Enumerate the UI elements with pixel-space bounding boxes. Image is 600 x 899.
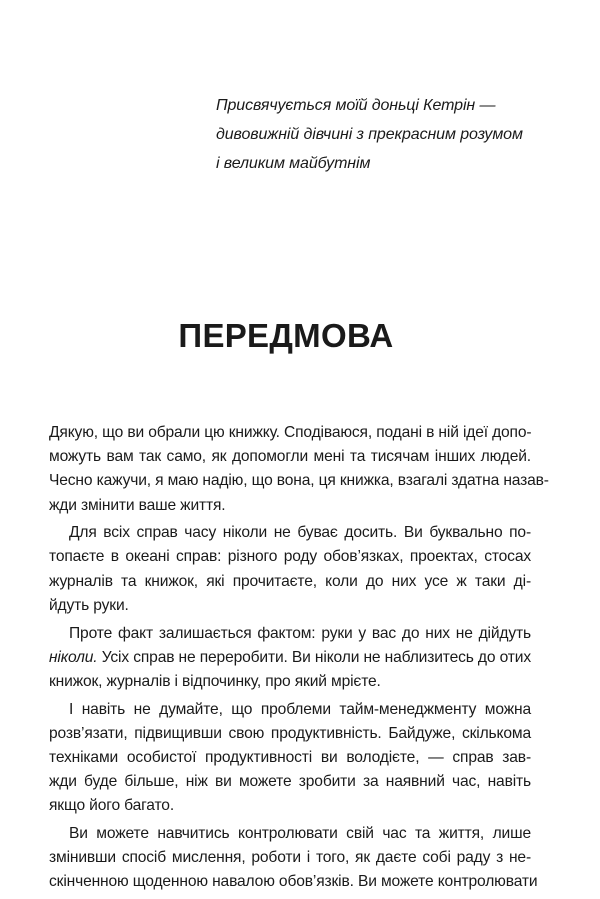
text-line: Чесно кажучи, я маю надію, що вона, ця книжка, взагалі здатна назав- — [49, 472, 549, 490]
text-line: Для всіх справ часу ніколи не буває досить. Ви буквально по- — [69, 524, 531, 542]
text-line: жди буде більше, ніж ви можете зробити за наявний час, навіть — [49, 773, 531, 791]
text-line — [49, 646, 531, 670]
text-line: змінивши спосіб мислення, роботи і того, як даєте собі раду з не- — [49, 849, 531, 867]
dedication — [216, 91, 546, 178]
text-line: книжок, журналів і відпочинку, про який мрієте. — [49, 672, 381, 690]
text-line: Дякую, що ви обрали цю книжку. Сподіваюся, подані в ній ідеї допо- — [49, 424, 532, 441]
emphasis: ніколи. — [49, 648, 98, 666]
chapter-title: ПЕРЕДМОВА — [178, 317, 394, 354]
text-line: розв’язати, підвищивши свою продуктивність. Байдуже, скількома — [49, 724, 531, 742]
text-line: якщо його багато. — [49, 797, 175, 815]
dedication-line: дивовижній дівчині з прекрасним розумом — [216, 126, 523, 143]
body-text — [49, 421, 549, 895]
text-line: топаєте в океані справ: різного роду обов’язках, проектах, стосах — [49, 548, 531, 566]
dedication-line: Присвячується моїй доньці Кетрін — — [216, 97, 496, 114]
paragraph — [49, 521, 531, 618]
paragraph — [49, 698, 531, 819]
paragraph — [49, 822, 538, 895]
text-line: можуть вам так само, як допомогли мені та тисячам інших людей. — [49, 448, 531, 466]
text-line: журналів та книжок, які прочитаєте, коли до них усе ж таки ді- — [49, 572, 531, 590]
text-line: скінченною щоденною навалою обов’язків. Ви можете контролювати — [49, 873, 538, 891]
text-line: І навіть не думайте, що проблеми тайм-менеджменту можна — [69, 700, 531, 718]
text-line: Ви можете навчитись контролювати свій час та життя, лише — [69, 825, 531, 842]
paragraph — [49, 421, 549, 518]
text-line: йдуть руки. — [49, 596, 129, 614]
text-run: Усіх справ не переробити. Ви ніколи не наблизитесь до отих — [97, 648, 531, 666]
text-line: жди змінити ваше життя. — [49, 496, 226, 514]
text-line: техніками особистої продуктивності ви володієте, — справ зав- — [49, 748, 531, 766]
dedication-line: і великим майбутнім — [216, 155, 371, 172]
paragraph — [49, 622, 531, 695]
text-line: Проте факт залишається фактом: руки у вас до них не дійдуть — [69, 624, 531, 642]
